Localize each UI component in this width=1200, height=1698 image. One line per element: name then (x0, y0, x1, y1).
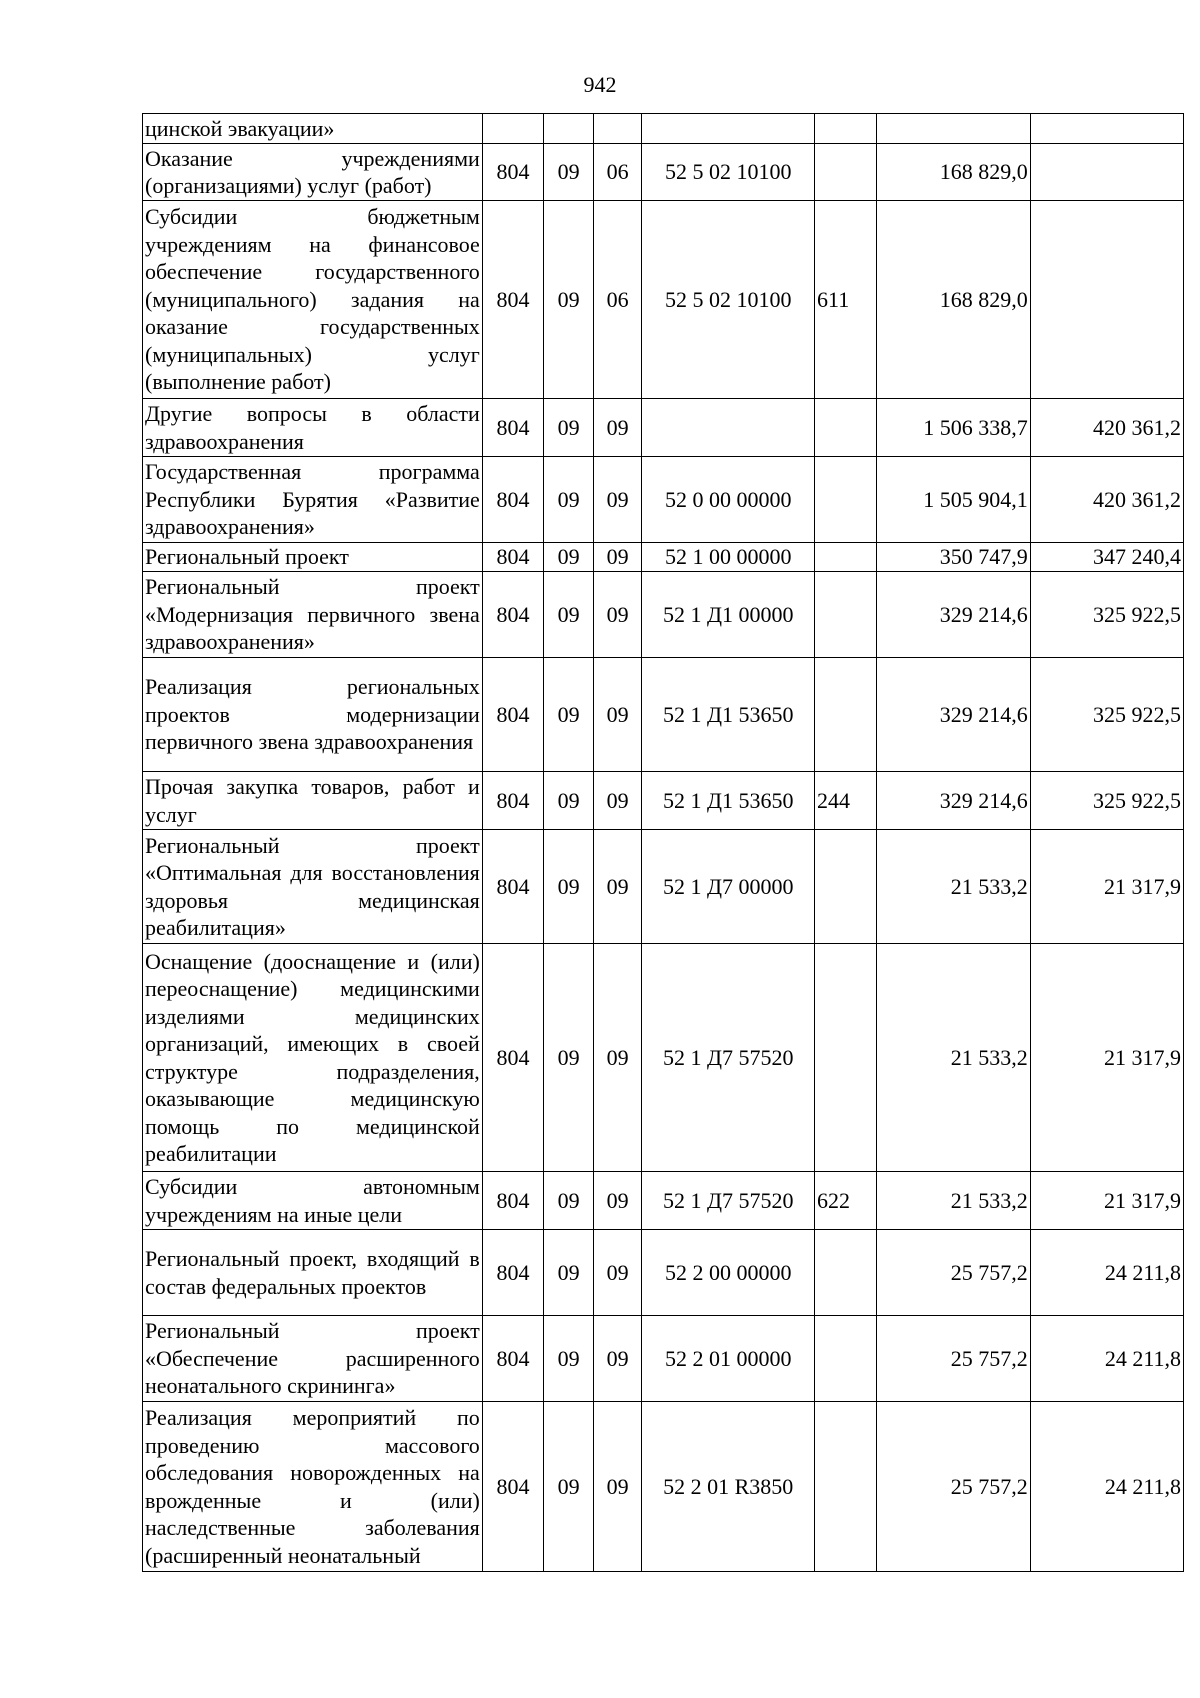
table-row (143, 144, 1184, 201)
amount-1: 350 747,9 (876, 543, 1030, 572)
target-article-code: 52 1 Д7 57520 (642, 1172, 815, 1230)
ministry-code: 804 (482, 1402, 543, 1572)
row-description: Реализация региональных проектов модернизации первичного звена здравоохранения (143, 658, 483, 772)
section-code: 09 (544, 144, 594, 201)
table-row (143, 1172, 1184, 1230)
target-article-code: 52 5 02 10100 (642, 144, 815, 201)
target-article-code: 52 2 01 00000 (642, 1316, 815, 1402)
ministry-code: 804 (482, 830, 543, 944)
ministry-code: 804 (482, 1316, 543, 1402)
row-description: Региональный проект, входящий в состав федеральных проектов (143, 1230, 483, 1316)
expense-type-code: 622 (815, 1172, 876, 1230)
amount-2: 420 361,2 (1030, 399, 1183, 457)
ministry-code: 804 (482, 1230, 543, 1316)
ministry-code: 804 (482, 457, 543, 543)
table-row (143, 201, 1184, 399)
table-row (143, 543, 1184, 572)
expense-type-code: 611 (815, 201, 876, 399)
section-code: 09 (544, 572, 594, 658)
amount-1: 329 214,6 (876, 658, 1030, 772)
amount-2 (1030, 201, 1183, 399)
ministry-code: 804 (482, 572, 543, 658)
amount-1: 25 757,2 (876, 1230, 1030, 1316)
section-code: 09 (544, 658, 594, 772)
expense-type-code (815, 144, 876, 201)
amount-2: 420 361,2 (1030, 457, 1183, 543)
table-row (143, 1316, 1184, 1402)
target-article-code: 52 1 Д7 00000 (642, 830, 815, 944)
row-description: Региональный проект (143, 543, 483, 572)
expense-type-code (815, 1402, 876, 1572)
section-code: 09 (544, 1230, 594, 1316)
section-code: 09 (544, 1172, 594, 1230)
amount-1: 329 214,6 (876, 772, 1030, 830)
ministry-code: 804 (482, 144, 543, 201)
amount-1: 1 505 904,1 (876, 457, 1030, 543)
section-code: 09 (544, 543, 594, 572)
table-row (143, 772, 1184, 830)
expense-type-code (815, 399, 876, 457)
table-row (143, 114, 1184, 144)
table-row (143, 658, 1184, 772)
subsection-code: 09 (593, 457, 642, 543)
subsection-code: 09 (593, 543, 642, 572)
subsection-code: 09 (593, 658, 642, 772)
subsection-code: 09 (593, 1316, 642, 1402)
row-description: Региональный проект «Обеспечение расширенного неонатального скрининга» (143, 1316, 483, 1402)
amount-1: 329 214,6 (876, 572, 1030, 658)
section-code: 09 (544, 457, 594, 543)
amount-1: 168 829,0 (876, 201, 1030, 399)
row-description: Субсидии бюджетным учреждениям на финансовое обеспечение государственного (муниципального) задания на оказание государственных (муниципальных) услуг (выполнение работ) (143, 201, 483, 399)
page-number: 942 (583, 72, 617, 97)
target-article-code (642, 399, 815, 457)
row-description: Региональный проект «Оптимальная для восстановления здоровья медицинская реабилитация» (143, 830, 483, 944)
target-article-code: 52 1 00 00000 (642, 543, 815, 572)
amount-1: 21 533,2 (876, 944, 1030, 1172)
ministry-code: 804 (482, 399, 543, 457)
expense-type-code (815, 114, 876, 144)
amount-2 (1030, 144, 1183, 201)
amount-2: 24 211,8 (1030, 1402, 1183, 1572)
ministry-code: 804 (482, 1172, 543, 1230)
expense-type-code (815, 944, 876, 1172)
target-article-code: 52 1 Д1 53650 (642, 658, 815, 772)
table-row (143, 830, 1184, 944)
target-article-code: 52 5 02 10100 (642, 201, 815, 399)
expense-type-code: 244 (815, 772, 876, 830)
section-code: 09 (544, 399, 594, 457)
subsection-code: 09 (593, 772, 642, 830)
amount-2: 21 317,9 (1030, 830, 1183, 944)
table-row (143, 1230, 1184, 1316)
row-description: Субсидии автономным учреждениям на иные цели (143, 1172, 483, 1230)
amount-2 (1030, 114, 1183, 144)
amount-2: 325 922,5 (1030, 772, 1183, 830)
subsection-code: 06 (593, 201, 642, 399)
expense-type-code (815, 830, 876, 944)
subsection-code: 09 (593, 830, 642, 944)
subsection-code: 09 (593, 1402, 642, 1572)
amount-2: 325 922,5 (1030, 658, 1183, 772)
ministry-code: 804 (482, 944, 543, 1172)
amount-2: 24 211,8 (1030, 1316, 1183, 1402)
amount-2: 21 317,9 (1030, 1172, 1183, 1230)
ministry-code: 804 (482, 201, 543, 399)
table-row (143, 399, 1184, 457)
amount-1: 168 829,0 (876, 144, 1030, 201)
amount-2: 347 240,4 (1030, 543, 1183, 572)
section-code: 09 (544, 772, 594, 830)
ministry-code (482, 114, 543, 144)
table-row (143, 457, 1184, 543)
subsection-code (593, 114, 642, 144)
table-row (143, 572, 1184, 658)
amount-1: 25 757,2 (876, 1402, 1030, 1572)
target-article-code (642, 114, 815, 144)
section-code: 09 (544, 944, 594, 1172)
amount-1: 1 506 338,7 (876, 399, 1030, 457)
ministry-code: 804 (482, 772, 543, 830)
table-row (143, 944, 1184, 1172)
amount-2: 21 317,9 (1030, 944, 1183, 1172)
expense-type-code (815, 1316, 876, 1402)
budget-table (142, 113, 1184, 1572)
section-code: 09 (544, 201, 594, 399)
amount-1: 21 533,2 (876, 830, 1030, 944)
expense-type-code (815, 457, 876, 543)
subsection-code: 09 (593, 572, 642, 658)
subsection-code: 09 (593, 1230, 642, 1316)
target-article-code: 52 1 Д1 00000 (642, 572, 815, 658)
amount-2: 24 211,8 (1030, 1230, 1183, 1316)
subsection-code: 09 (593, 399, 642, 457)
subsection-code: 09 (593, 1172, 642, 1230)
row-description: Прочая закупка товаров, работ и услуг (143, 772, 483, 830)
amount-1: 21 533,2 (876, 1172, 1030, 1230)
row-description: Другие вопросы в области здравоохранения (143, 399, 483, 457)
section-code (544, 114, 594, 144)
section-code: 09 (544, 1316, 594, 1402)
target-article-code: 52 2 01 R3850 (642, 1402, 815, 1572)
row-description: Оснащение (дооснащение и (или) переоснащение) медицинскими изделиями медицинских организаций, имеющих в своей структуре подразделения, оказывающие медицинскую помощь по медицинской реабилитации (143, 944, 483, 1172)
ministry-code: 804 (482, 543, 543, 572)
target-article-code: 52 1 Д7 57520 (642, 944, 815, 1172)
row-description: Региональный проект «Модернизация первичного звена здравоохранения» (143, 572, 483, 658)
amount-1: 25 757,2 (876, 1316, 1030, 1402)
expense-type-code (815, 543, 876, 572)
amount-2: 325 922,5 (1030, 572, 1183, 658)
row-description: Оказание учреждениями (организациями) услуг (работ) (143, 144, 483, 201)
amount-1 (876, 114, 1030, 144)
section-code: 09 (544, 1402, 594, 1572)
row-description: цинской эвакуации» (143, 114, 483, 144)
target-article-code: 52 0 00 00000 (642, 457, 815, 543)
section-code: 09 (544, 830, 594, 944)
subsection-code: 09 (593, 944, 642, 1172)
table-row (143, 1402, 1184, 1572)
row-description: Реализация мероприятий по проведению массового обследования новорожденных на врожденные и (или) наследственные заболевания (расширенный неонатальный (143, 1402, 483, 1572)
target-article-code: 52 1 Д1 53650 (642, 772, 815, 830)
row-description: Государственная программа Республики Бурятия «Развитие здравоохранения» (143, 457, 483, 543)
target-article-code: 52 2 00 00000 (642, 1230, 815, 1316)
subsection-code: 06 (593, 144, 642, 201)
ministry-code: 804 (482, 658, 543, 772)
expense-type-code (815, 1230, 876, 1316)
expense-type-code (815, 572, 876, 658)
expense-type-code (815, 658, 876, 772)
